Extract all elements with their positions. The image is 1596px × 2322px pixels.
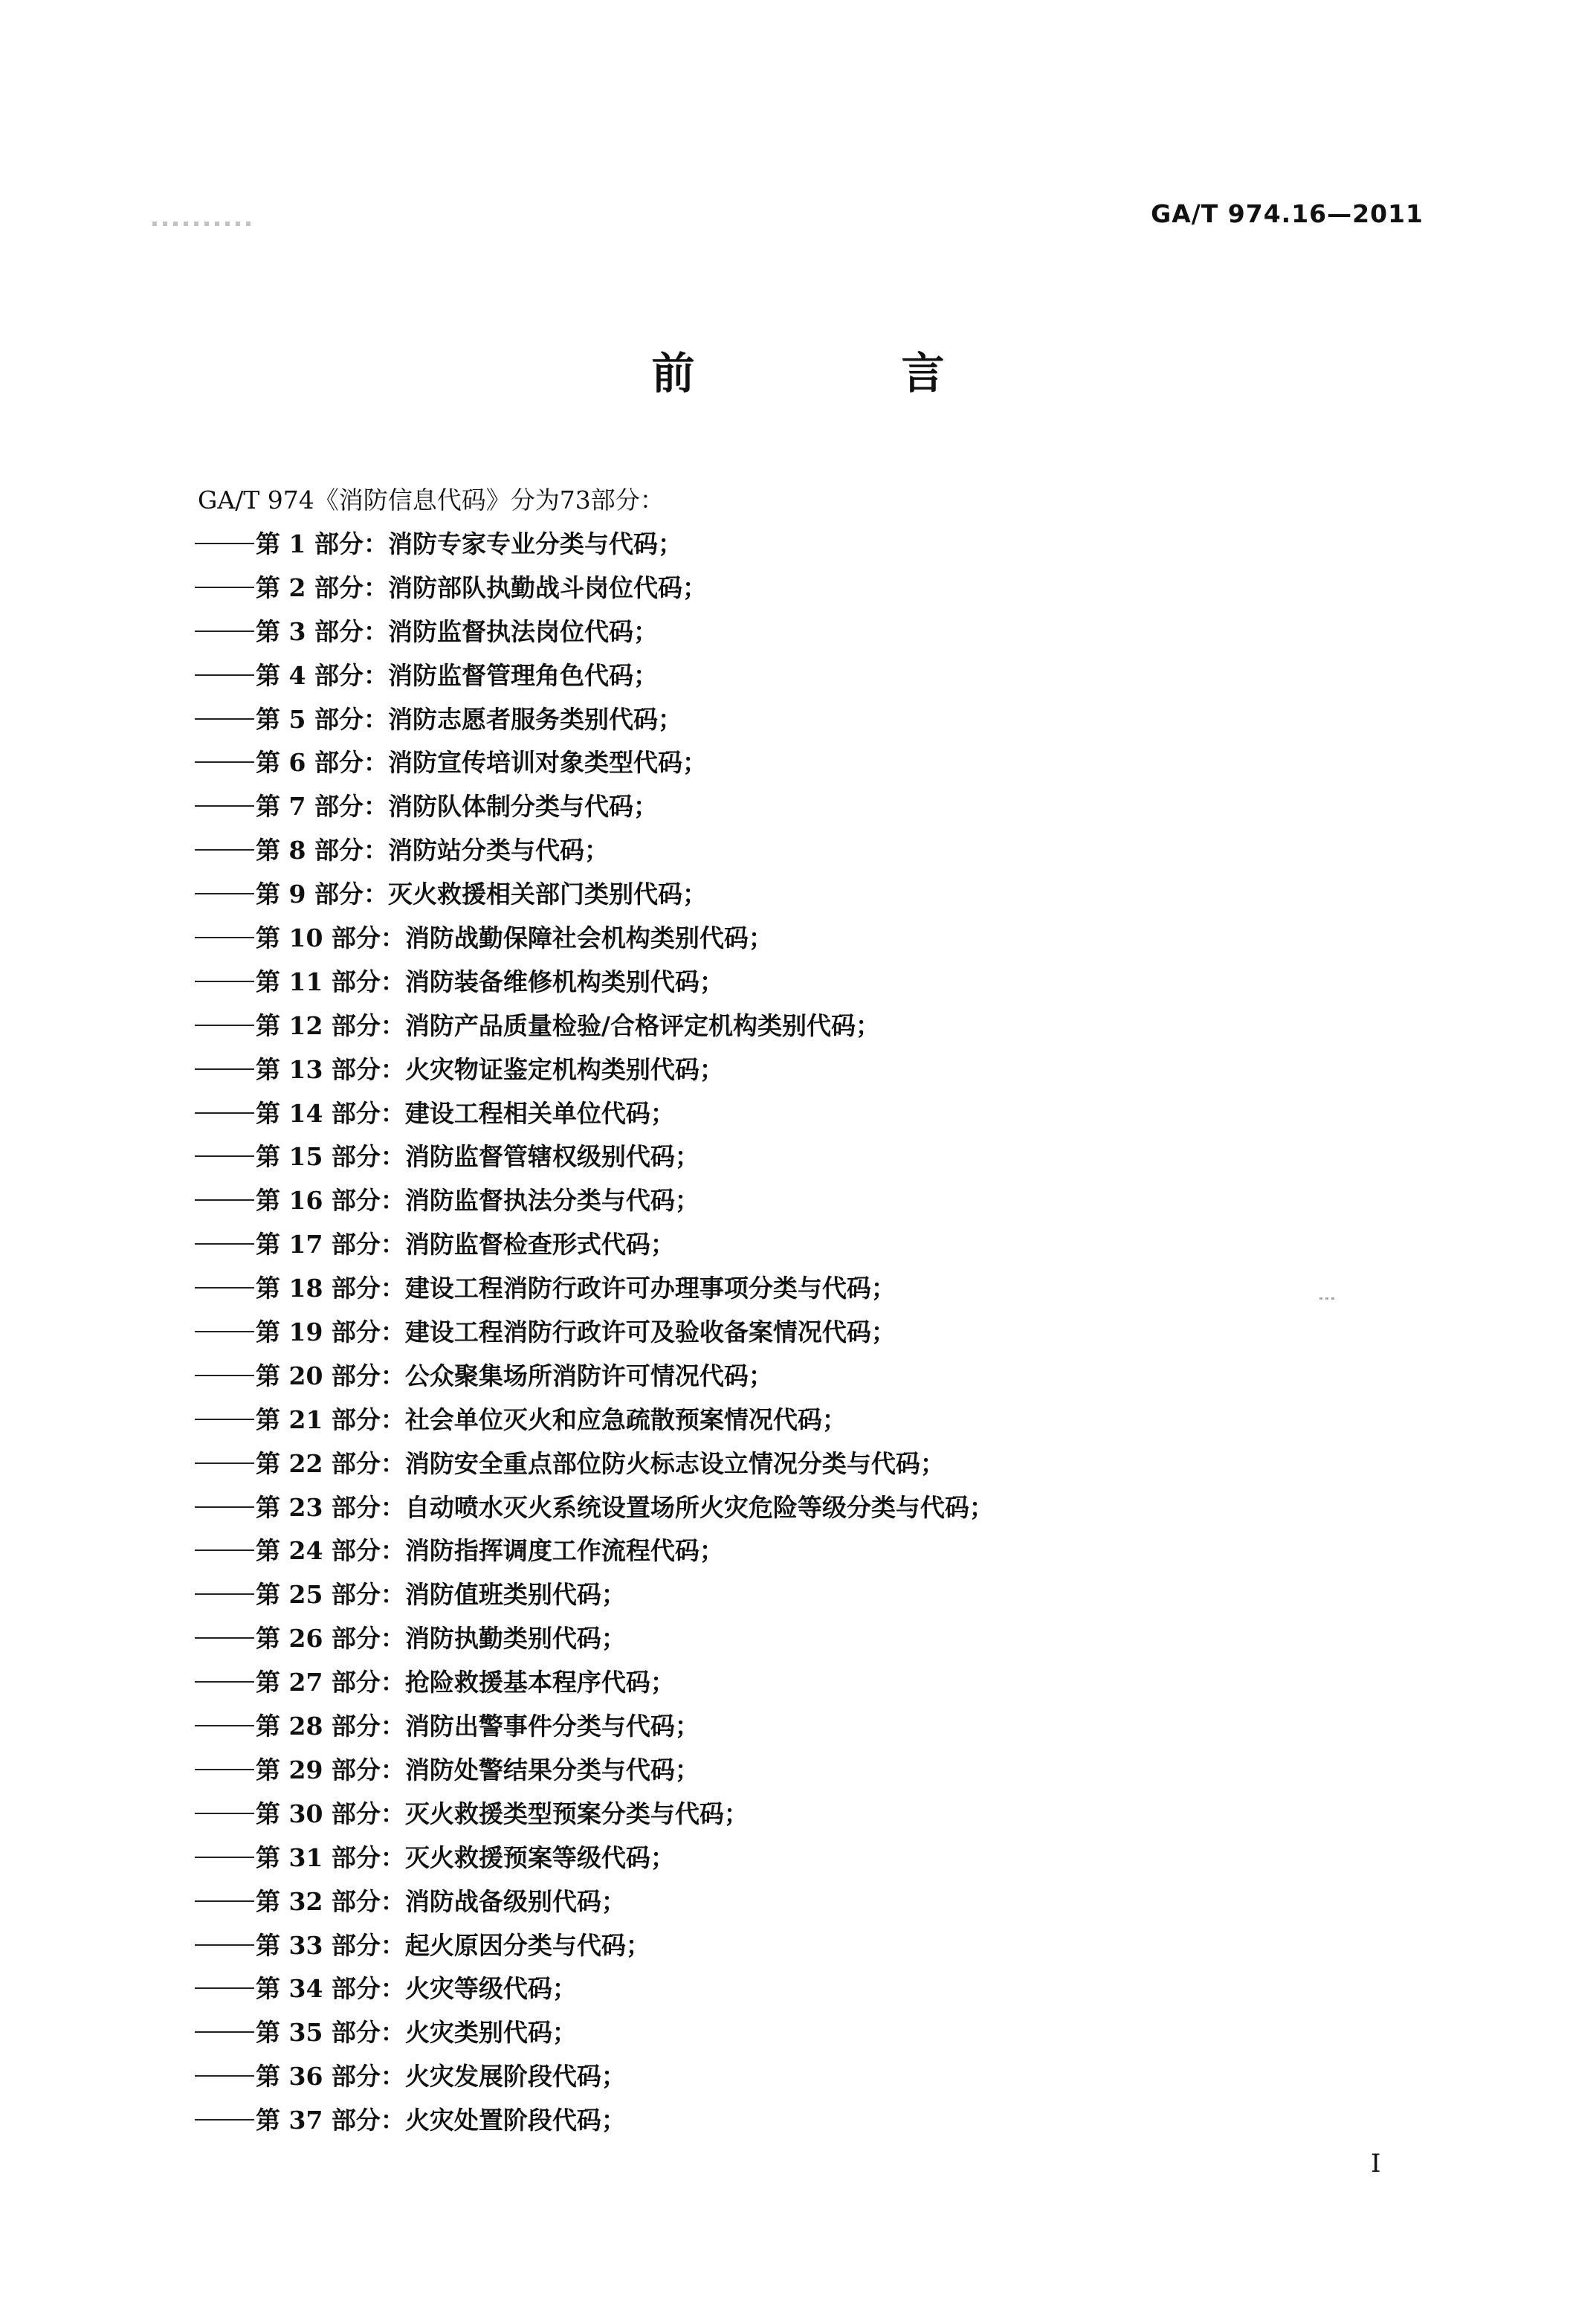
list-item	[195, 1274, 994, 1318]
part-label: 第 2 部分：消防部队执勤战斗岗位代码；	[256, 573, 707, 602]
em-dash	[195, 1725, 254, 1726]
part-label: 第 29 部分：消防处警结果分类与代码；	[256, 1755, 700, 1784]
em-dash	[195, 1637, 254, 1639]
part-label: 第 33 部分：起火原因分类与代码；	[256, 1930, 650, 1960]
list-item	[195, 880, 994, 923]
em-dash	[195, 1857, 254, 1858]
em-dash	[195, 1944, 254, 1946]
em-dash	[195, 2075, 254, 2077]
list-item	[195, 573, 994, 617]
part-label: 第 35 部分：火灾类别代码；	[256, 2018, 577, 2048]
list-item	[195, 1493, 994, 1537]
part-label: 第 10 部分：消防战勤保障社会机构类别代码；	[256, 923, 773, 953]
list-item	[195, 1931, 994, 1975]
list-item	[195, 617, 994, 661]
list-item	[195, 705, 994, 749]
em-dash	[195, 1681, 254, 1683]
em-dash	[195, 718, 254, 720]
part-label: 第 8 部分：消防站分类与代码；	[256, 836, 609, 865]
em-dash	[195, 1506, 254, 1508]
em-dash	[195, 1462, 254, 1464]
em-dash	[195, 1155, 254, 1157]
part-label: 第 1 部分：消防专家专业分类与代码；	[256, 529, 682, 558]
part-label: 第 17 部分：消防监督检查形式代码；	[256, 1230, 675, 1260]
page-title: 前 言	[651, 348, 1027, 399]
list-item	[195, 1536, 994, 1580]
list-item	[195, 1974, 994, 2018]
em-dash	[195, 1375, 254, 1376]
part-label: 第 23 部分：自动喷水灭火系统设置场所火灾危险等级分类与代码；	[256, 1492, 994, 1522]
part-label: 第 21 部分：社会单位灭火和应急疏散预案情况代码；	[256, 1405, 847, 1434]
em-dash	[195, 543, 254, 544]
part-label: 第 19 部分：建设工程消防行政许可及验收备案情况代码；	[256, 1318, 896, 1347]
part-label: 第 24 部分：消防指挥调度工作流程代码；	[256, 1536, 724, 1566]
part-label: 第 18 部分：建设工程消防行政许可办理事项分类与代码；	[256, 1274, 896, 1303]
list-item	[195, 2018, 994, 2062]
em-dash	[195, 1987, 254, 1989]
em-dash	[195, 1549, 254, 1551]
part-label: 第 30 部分：灭火救援类型预案分类与代码；	[256, 1799, 749, 1828]
em-dash	[195, 587, 254, 588]
page-number: I	[1371, 2149, 1381, 2179]
em-dash	[195, 1769, 254, 1770]
list-item	[195, 2106, 994, 2150]
part-label: 第 11 部分：消防装备维修机构类别代码；	[256, 967, 724, 996]
list-item	[195, 1099, 994, 1143]
list-item	[195, 748, 994, 792]
list-item	[195, 1230, 994, 1274]
part-label: 第 36 部分：火灾发展阶段代码；	[256, 2062, 626, 2092]
parts-list	[195, 529, 994, 2150]
part-label: 第 32 部分：消防战备级别代码；	[256, 1886, 626, 1916]
list-item	[195, 1843, 994, 1887]
em-dash	[195, 937, 254, 938]
em-dash	[195, 1068, 254, 1070]
em-dash	[195, 2119, 254, 2121]
list-item	[195, 1142, 994, 1186]
part-label: 第 28 部分：消防出警事件分类与代码；	[256, 1712, 700, 1741]
scan-artifact	[1319, 1297, 1336, 1300]
list-item	[195, 1449, 994, 1493]
em-dash	[195, 1025, 254, 1026]
em-dash	[195, 1112, 254, 1114]
em-dash	[195, 981, 254, 982]
em-dash	[195, 893, 254, 894]
part-label: 第 7 部分：消防队体制分类与代码；	[256, 792, 658, 822]
em-dash	[195, 2031, 254, 2033]
document-code: GA/T 974.16—2011	[1151, 199, 1424, 228]
part-label: 第 9 部分：灭火救援相关部门类别代码；	[256, 880, 707, 909]
part-label: 第 15 部分：消防监督管辖权级别代码；	[256, 1142, 700, 1172]
em-dash	[195, 1419, 254, 1420]
part-label: 第 27 部分：抢险救援基本程序代码；	[256, 1668, 675, 1697]
em-dash	[195, 1331, 254, 1332]
list-item	[195, 792, 994, 836]
list-item	[195, 1755, 994, 1799]
part-label: 第 20 部分：公众聚集场所消防许可情况代码；	[256, 1361, 773, 1390]
part-label: 第 5 部分：消防志愿者服务类别代码；	[256, 704, 682, 734]
list-item	[195, 1011, 994, 1055]
part-label: 第 16 部分：消防监督执法分类与代码；	[256, 1186, 700, 1216]
list-item	[195, 661, 994, 705]
em-dash	[195, 1813, 254, 1814]
intro-paragraph: GA/T 974《消防信息代码》分为73部分：	[198, 486, 665, 515]
list-item	[195, 2062, 994, 2106]
list-item	[195, 1712, 994, 1755]
list-item	[195, 1799, 994, 1843]
em-dash	[195, 805, 254, 807]
scan-artifact	[152, 222, 256, 226]
part-label: 第 37 部分：火灾处置阶段代码；	[256, 2106, 626, 2135]
list-item	[195, 1887, 994, 1931]
list-item	[195, 1318, 994, 1361]
part-label: 第 6 部分：消防宣传培训对象类型代码；	[256, 748, 707, 778]
em-dash	[195, 761, 254, 763]
part-label: 第 25 部分：消防值班类别代码；	[256, 1580, 626, 1610]
list-item	[195, 836, 994, 880]
part-label: 第 12 部分：消防产品质量检验/合格评定机构类别代码；	[256, 1010, 880, 1040]
em-dash	[195, 1243, 254, 1245]
em-dash	[195, 631, 254, 632]
list-item	[195, 1405, 994, 1449]
em-dash	[195, 1900, 254, 1902]
em-dash	[195, 1593, 254, 1595]
part-label: 第 26 部分：消防执勤类别代码；	[256, 1624, 626, 1654]
list-item	[195, 1055, 994, 1099]
part-label: 第 14 部分：建设工程相关单位代码；	[256, 1098, 675, 1128]
list-item	[195, 1624, 994, 1668]
part-label: 第 31 部分：灭火救援预案等级代码；	[256, 1842, 675, 1872]
list-item	[195, 1361, 994, 1405]
list-item	[195, 967, 994, 1011]
em-dash	[195, 849, 254, 851]
part-label: 第 34 部分：火灾等级代码；	[256, 1974, 577, 2004]
list-item	[195, 1668, 994, 1712]
part-label: 第 22 部分：消防安全重点部位防火标志设立情况分类与代码；	[256, 1448, 945, 1478]
part-label: 第 4 部分：消防监督管理角色代码；	[256, 660, 658, 690]
em-dash	[195, 1287, 254, 1289]
list-item	[195, 529, 994, 573]
part-label: 第 13 部分：火灾物证鉴定机构类别代码；	[256, 1054, 724, 1084]
list-item	[195, 1186, 994, 1230]
list-item	[195, 1580, 994, 1624]
em-dash	[195, 1199, 254, 1201]
part-label: 第 3 部分：消防监督执法岗位代码；	[256, 616, 658, 646]
list-item	[195, 923, 994, 967]
em-dash	[195, 674, 254, 676]
